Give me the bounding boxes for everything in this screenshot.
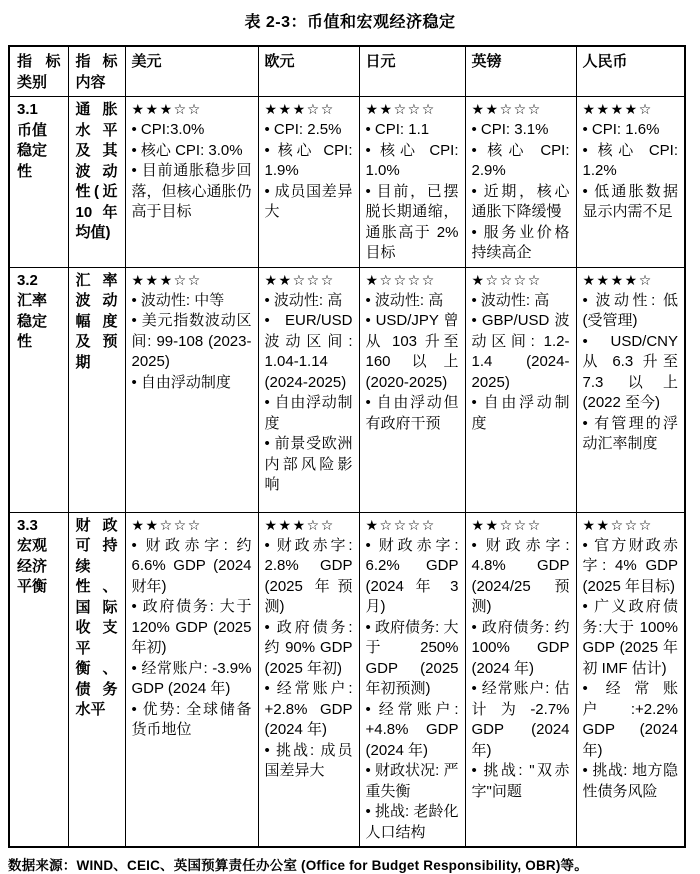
- bullet-item: • 政府债务: 约 90% GDP (2025 年初): [264, 618, 353, 677]
- bullet-item: • 政府债务: 大于 250% GDP (2025 年初预测): [365, 618, 459, 697]
- bullet-item: • 挑战: 地方隐性债务风险: [582, 762, 678, 800]
- currency-macro-stability-table: [8, 45, 686, 848]
- col-header-indicator-content: 指标内容: [68, 46, 125, 97]
- star-rating: ★★★★☆: [582, 101, 653, 117]
- bullet-item: • 自由浮动制度: [131, 373, 231, 391]
- bullet-item: • CPI:3.0%: [131, 121, 205, 138]
- col-header-jpy: 日元: [359, 46, 465, 97]
- bullet-item: • 财政赤字: 4.8% GDP (2024/25 预测): [471, 536, 570, 615]
- cny-cell: [576, 512, 685, 847]
- bullet-item: • 经常账户: -3.9% GDP (2024 年): [131, 659, 252, 697]
- bullet-item: • 核心 CPI: 1.0%: [365, 141, 459, 179]
- bullet-item: • 近期，核心通胀下降缓慢: [471, 182, 570, 220]
- bullet-item: • 自由浮动制度: [471, 394, 570, 432]
- bullet-item: • 核心 CPI: 2.9%: [471, 141, 570, 179]
- bullet-item: • 自由浮动制度: [264, 394, 353, 432]
- bullet-item: • 核心 CPI: 1.2%: [582, 141, 678, 179]
- bullet-item: • GBP/USD 波动区间: 1.2-1.4 (2024-2025): [471, 312, 570, 391]
- bullet-item: • CPI: 1.1: [365, 121, 430, 138]
- bullet-item: • 波动性: 高: [365, 291, 444, 309]
- category-label: 币值稳定性: [17, 121, 48, 180]
- bullet-item: • 政府债务: 约 100% GDP (2024 年): [471, 618, 570, 677]
- bullet-item: • 财政赤字: 2.8% GDP (2025 年预测): [264, 536, 353, 615]
- bullet-item: • 目前，已摆脱长期通缩，通胀高于 2% 目标: [365, 182, 459, 261]
- star-rating: ★★☆☆☆: [471, 516, 542, 533]
- bullet-item: • 波动性: 高: [471, 291, 550, 309]
- bullet-item: • 低通胀数据显示内需不足: [582, 182, 678, 220]
- gbp-cell: [465, 97, 576, 268]
- cny-cell: [576, 267, 685, 512]
- col-header-indicator-category: 指标类别: [9, 46, 68, 97]
- bullet-list: [472, 536, 570, 803]
- bullet-item: • 成员国差异大: [264, 182, 353, 220]
- jpy-cell: [359, 97, 465, 268]
- bullet-item: • 挑战: 老龄化人口结构: [365, 803, 459, 841]
- star-rating: ★☆☆☆☆: [471, 271, 542, 288]
- bullet-list: [132, 536, 252, 741]
- data-source-note: 数据来源：WIND、CEIC、英国预算责任办公室 (Office for Budget Responsibility, OBR)等。: [8, 858, 588, 873]
- category-code: 3.1: [17, 101, 38, 118]
- star-rating: ★★★★☆: [582, 271, 653, 288]
- star-rating: ★★☆☆☆: [365, 101, 436, 117]
- bullet-item: • 广义政府债务:大于 100% GDP (2025 年初 IMF 估计): [582, 598, 678, 677]
- star-rating: ★★★☆☆: [264, 516, 335, 533]
- gbp-cell: [465, 512, 576, 847]
- eur-cell: [258, 512, 359, 847]
- bullet-item: • 前景受欧洲内部风险影响: [264, 435, 353, 493]
- star-rating: ★☆☆☆☆: [365, 516, 436, 533]
- star-rating: ★★☆☆☆: [264, 271, 335, 288]
- eur-cell: [258, 97, 359, 268]
- col-header-eur: 欧元: [258, 46, 359, 97]
- star-rating: ★★☆☆☆: [131, 516, 202, 533]
- bullet-item: • 官方财政赤字: 4% GDP (2025 年目标): [582, 536, 678, 595]
- bullet-list: [472, 291, 570, 435]
- gbp-cell: [465, 267, 576, 512]
- star-rating: ★★☆☆☆: [471, 101, 542, 117]
- bullet-list: [472, 120, 570, 264]
- table-title: 表 2-3：币值和宏观经济稳定: [244, 14, 456, 31]
- bullet-item: • 财政赤字: 6.2% GDP (2024 年 3 月): [365, 536, 459, 615]
- usd-cell: [125, 267, 258, 512]
- bullet-list: [366, 120, 459, 264]
- star-rating: ★★★☆☆: [264, 101, 335, 117]
- star-rating: ★★★☆☆: [131, 271, 202, 288]
- bullet-item: • 核心 CPI: 3.0%: [131, 141, 243, 159]
- cny-cell: [576, 97, 685, 268]
- category-code: 3.3: [17, 516, 38, 534]
- bullet-item: • CPI: 3.1%: [471, 121, 549, 138]
- bullet-list: [265, 120, 353, 223]
- star-rating: ★★★☆☆: [131, 101, 202, 117]
- col-header-cny: 人民币: [576, 46, 685, 97]
- bullet-item: • USD/JPY 曾从 103 升至 160 以上 (2020-2025): [365, 312, 459, 391]
- bullet-list: [366, 291, 459, 435]
- bullet-item: • 有管理的浮动汇率制度: [582, 414, 678, 452]
- bullet-list: [583, 536, 679, 803]
- bullet-list: [583, 291, 679, 455]
- content-cell: 财政可持续性、国际收支平衡、债务水平: [68, 512, 125, 847]
- bullet-item: • 核心 CPI: 1.9%: [264, 141, 353, 179]
- bullet-item: • 波动性: 高: [264, 291, 343, 309]
- bullet-item: • USD/CNY 从 6.3 升至 7.3 以上 (2022 至今): [582, 332, 678, 411]
- bullet-item: • 挑战: 成员国差异大: [264, 741, 353, 779]
- table-row-currency-value-stability: [9, 97, 685, 268]
- bullet-item: • 经常账户: 估计为-2.7% GDP (2024 年): [471, 680, 570, 759]
- usd-cell: [125, 97, 258, 268]
- bullet-item: • 经常账户:+2.2% GDP (2024 年): [582, 680, 678, 759]
- bullet-item: • 经常账户: +4.8% GDP (2024 年): [365, 700, 459, 759]
- header-row: [9, 46, 685, 97]
- content-cell: 通胀水平及其波动性(近 10 年均值): [68, 97, 125, 268]
- category-cell: [9, 267, 68, 512]
- col-header-gbp: 英镑: [465, 46, 576, 97]
- jpy-cell: [359, 267, 465, 512]
- bullet-item: • 财政赤字: 约 6.6% GDP (2024 财年): [131, 536, 252, 595]
- bullet-list: [583, 120, 679, 223]
- jpy-cell: [359, 512, 465, 847]
- bullet-item: • CPI: 1.6%: [582, 121, 660, 138]
- bullet-item: • EUR/USD 波动区间: 1.04-1.14 (2024-2025): [264, 312, 353, 391]
- bullet-item: • 波动性: 低 (受管理): [582, 291, 678, 329]
- bullet-item: • 优势: 全球储备货币地位: [131, 700, 252, 738]
- category-cell: [9, 97, 68, 268]
- usd-cell: [125, 512, 258, 847]
- eur-cell: [258, 267, 359, 512]
- table-row-exchange-rate-stability: [9, 267, 685, 512]
- col-header-usd: 美元: [125, 46, 258, 97]
- bullet-item: • 挑战: "双赤字"问题: [471, 762, 570, 800]
- bullet-item: • 服务业价格持续高企: [471, 223, 570, 261]
- category-code: 3.2: [17, 271, 38, 289]
- table-row-macroeconomic-balance: [9, 512, 685, 847]
- bullet-item: • 目前通胀稳步回落，但核心通胀仍高于目标: [131, 162, 252, 220]
- bullet-list: [366, 536, 459, 844]
- bullet-list: [265, 536, 353, 782]
- star-rating: ★★☆☆☆: [582, 516, 653, 533]
- bullet-item: • 波动性: 中等: [131, 291, 225, 309]
- bullet-list: [132, 291, 252, 394]
- bullet-item: • 自由浮动但有政府干预: [365, 394, 459, 432]
- bullet-list: [265, 291, 353, 496]
- bullet-item: • 政府债务: 大于 120% GDP (2025 年初): [131, 598, 252, 656]
- bullet-item: • 美元指数波动区间: 99-108 (2023-2025): [131, 312, 252, 370]
- star-rating: ★☆☆☆☆: [365, 271, 436, 288]
- bullet-item: • 财政状况: 严重失衡: [365, 762, 459, 800]
- category-label: 宏观经济平衡: [17, 537, 48, 595]
- bullet-list: [132, 120, 252, 223]
- category-cell: [9, 512, 68, 847]
- bullet-item: • 经常账户: +2.8% GDP (2024 年): [264, 680, 353, 738]
- category-label: 汇率稳定性: [17, 292, 48, 350]
- content-cell: 汇率波动幅度及预期: [68, 267, 125, 512]
- bullet-item: • CPI: 2.5%: [264, 121, 342, 138]
